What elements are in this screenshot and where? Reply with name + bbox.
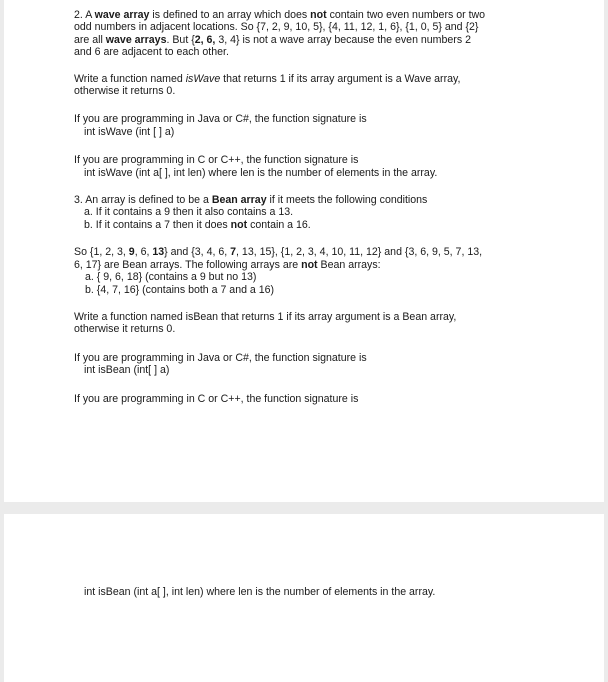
isbean-instruction: Write a function named isBean that returns 1 if its array argument is a Bean array, otherwise it returns 0. bbox=[74, 310, 457, 336]
question-2-definition: 2. A wave array is defined to an array which does not contain two even numbers or two odd numbers in adjacent locations. So {7, 2, 9, 10, 5}, {4, 11, 12, 1, 6}, {1, 0, 5} and {2} are all wave arrays. But {2, 6, 3, 4} is not a wave array because the even numbers 2 and 6 are adjacent to each other. bbox=[74, 9, 486, 59]
document-page-1 bbox=[4, 0, 604, 502]
isbean-c-signature: int isBean (int a[ ], int len) where len is the number of elements in the array. bbox=[84, 586, 436, 598]
isbean-java-signature: If you are programming in Java or C#, the function signature is int isBean (int[ ] a) bbox=[74, 351, 367, 377]
iswave-instruction: Write a function named isWave that returns 1 if its array argument is a Wave array, otherwise it returns 0. bbox=[74, 72, 461, 98]
question-3-definition: 3. An array is defined to be a Bean array if it meets the following conditions a. If it contains a 9 then it also contains a 13. b. If it contains a 7 then it does not contain a 16. bbox=[74, 194, 428, 231]
isbean-c-signature-intro: If you are programming in C or C++, the function signature is bbox=[74, 392, 359, 405]
document-page-2 bbox=[4, 514, 604, 682]
bean-examples: So {1, 2, 3, 9, 6, 13} and {3, 4, 6, 7, 13, 15}, {1, 2, 3, 4, 10, 11, 12} and {3, 6, 9, 5, 7, 13, 6, 17} are Bean arrays. The following arrays are not Bean arrays: a. { 9, 6, 18} (contains a 9 but no 13) b. {4, 7, 16} (contains both a 7 and a 16) bbox=[74, 246, 483, 296]
iswave-java-signature: If you are programming in Java or C#, the function signature is int isWave (int [ ] a) bbox=[74, 113, 367, 138]
iswave-c-signature: If you are programming in C or C++, the function signature is int isWave (int a[ ], int len) where len is the number of elements in the array. bbox=[74, 154, 438, 179]
